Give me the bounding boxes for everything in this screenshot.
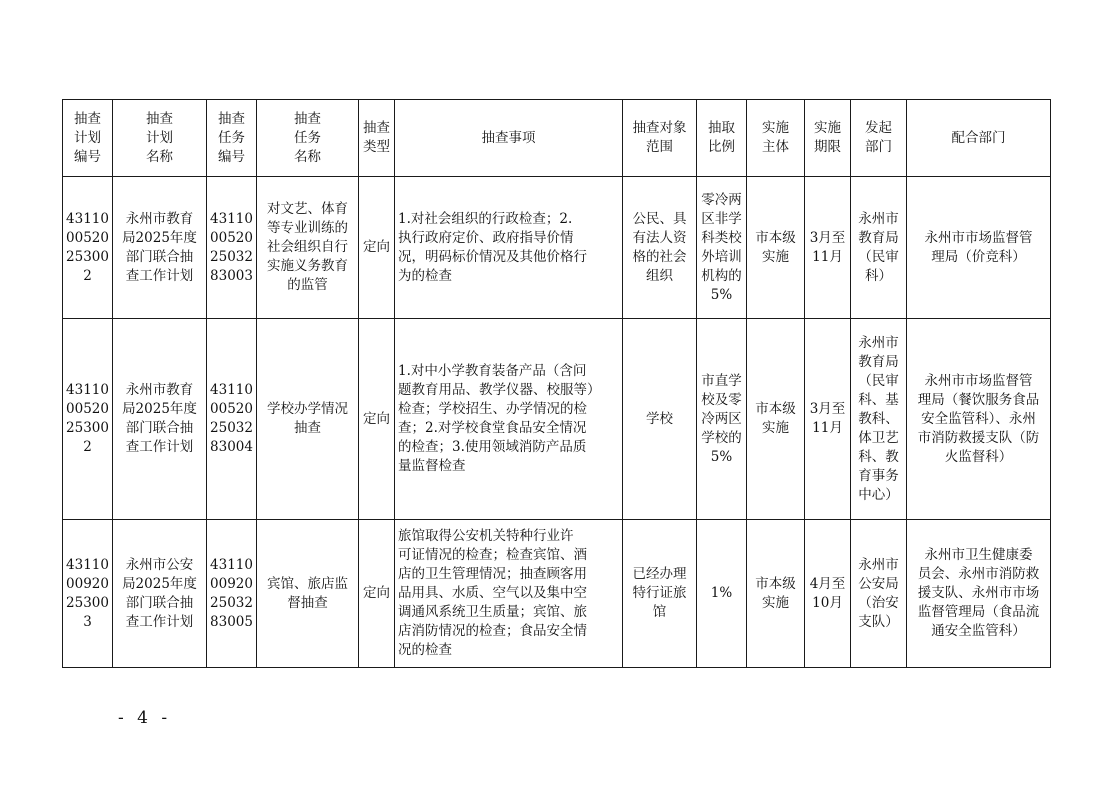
cell-line: 育事务: [858, 467, 899, 484]
cell-line: 2: [83, 439, 92, 455]
cell-line: 员会、永州市消防救: [917, 566, 1040, 582]
cell-line: 中心）: [858, 486, 899, 503]
cell-line: 配合部门: [951, 129, 1006, 146]
cell-partners: [907, 319, 1051, 520]
cell-line: 冷两区: [701, 410, 742, 427]
cell-line: 25032: [210, 248, 253, 265]
cell-line: 馆: [652, 604, 667, 620]
cell-line: 3月至: [809, 401, 846, 417]
cell-line: 发起: [865, 120, 892, 136]
cell-line: 任务: [218, 129, 245, 146]
header-scope: [623, 100, 697, 177]
cell-plan-name: [113, 319, 207, 520]
cell-items: [395, 520, 623, 668]
cell-period: [805, 520, 851, 668]
cell-line: 理局（餐饮服务食品: [917, 391, 1040, 408]
cell-line: 学校办学情况: [267, 401, 348, 417]
cell-line: 宾馆、旅店监: [267, 575, 348, 592]
cell-line: 况，明码标价情况及其他价格行: [398, 248, 587, 265]
cell-ratio: [697, 319, 747, 520]
cell-plan-no: [63, 520, 113, 668]
cell-line: 体卫艺: [858, 429, 899, 446]
header-ratio: [697, 100, 747, 177]
cell-line: 检查；学校招生、办学情况的检: [398, 401, 587, 417]
cell-line: 抽查事项: [481, 129, 536, 146]
cell-period: [805, 319, 851, 520]
cell-line: 科类校: [701, 229, 742, 246]
cell-period: [805, 177, 851, 319]
cell-line: 抽查对象: [632, 120, 687, 136]
cell-line: 43110: [66, 210, 109, 227]
table-row: [63, 177, 1051, 319]
cell-line: 计划: [146, 129, 173, 146]
cell-line: 组织: [646, 267, 673, 284]
cell-line: 市消防救援支队（防: [917, 429, 1040, 446]
cell-line: 5%: [710, 286, 733, 303]
cell-task-no: [207, 319, 257, 520]
cell-line: 43110: [66, 556, 109, 573]
header-plan-name: [113, 100, 207, 177]
table-row: [63, 319, 1051, 520]
cell-type: 定向: [359, 520, 395, 668]
cell-line: 抽查: [363, 120, 390, 136]
cell-ratio: [697, 520, 747, 668]
cell-partners: [907, 177, 1051, 319]
cell-line: 83003: [210, 267, 253, 284]
cell-partners: [907, 520, 1051, 668]
cell-line: 永州市教育: [125, 382, 194, 398]
cell-line: 支队）: [858, 613, 899, 630]
cell-line: 理局（价竞科）: [931, 248, 1026, 265]
cell-line: 外培训: [701, 248, 742, 265]
cell-line: 43110: [210, 382, 253, 398]
cell-task-no: [207, 177, 257, 319]
header-period: [805, 100, 851, 177]
header-partners: [907, 100, 1051, 177]
cell-line: 抽查: [74, 110, 101, 127]
cell-line: 任务: [294, 129, 321, 146]
cell-line: 调通风系统卫生质量；宾馆、旅: [398, 604, 587, 620]
cell-line: 1.对社会组织的行政检查；2.: [398, 210, 573, 227]
cell-line: 主体: [762, 139, 789, 155]
cell-type: 定向: [359, 177, 395, 319]
cell-plan-no: [63, 177, 113, 319]
cell-line: 查工作计划: [125, 613, 194, 630]
cell-line: 的检查；3.使用领域消防产品质: [398, 439, 587, 455]
cell-line: 教育局: [858, 353, 899, 370]
cell-task-no: [207, 520, 257, 668]
cell-line: 援支队、永州市市场: [917, 585, 1040, 601]
cell-line: 可证情况的检查；检查宾馆、酒: [398, 547, 587, 563]
page-number: - 4 -: [118, 708, 172, 728]
cell-items: [395, 319, 623, 520]
cell-line: 店的卫生管理情况；抽查顾客用: [398, 566, 587, 582]
cell-line: 执行政府定价、政府指导价情: [398, 229, 574, 246]
cell-executor: [747, 177, 805, 319]
cell-line: 查；2.对学校食堂食品安全情况: [398, 420, 587, 436]
cell-plan-no: [63, 319, 113, 520]
cell-scope: [623, 520, 697, 668]
cell-line: 25300: [66, 248, 109, 265]
cell-line: 类型: [363, 139, 390, 155]
header-task-name: [257, 100, 359, 177]
cell-line: 11月: [812, 420, 843, 436]
cell-line: 部门联合抽: [125, 420, 194, 436]
cell-line: 11月: [812, 248, 843, 265]
cell-initiator: [851, 177, 907, 319]
cell-line: 零冷两: [701, 191, 742, 208]
cell-line: 对文艺、体育: [267, 201, 348, 217]
cell-line: 市本级: [755, 401, 796, 417]
cell-line: 科）: [865, 267, 892, 284]
cell-line: （民审: [858, 248, 899, 265]
cell-line: 量监督检查: [398, 458, 466, 474]
header-items: [395, 100, 623, 177]
cell-line: 抽取: [708, 120, 735, 136]
cell-line: 00920: [66, 575, 109, 592]
cell-line: 抽查: [218, 110, 245, 127]
cell-initiator: [851, 520, 907, 668]
cell-line: 局2025年度: [122, 229, 197, 246]
cell-line: 题教育用品、教学仪器、校服等）: [398, 382, 601, 398]
cell-line: 校及零: [701, 391, 742, 408]
cell-line: 公安局: [858, 575, 899, 592]
cell-line: 3: [83, 613, 92, 630]
cell-line: 监督管理局（食品流: [917, 604, 1040, 620]
cell-line: 查工作计划: [125, 439, 194, 455]
cell-line: 局2025年度: [122, 575, 197, 592]
cell-line: 况的检查: [398, 642, 452, 658]
cell-line: 实施: [762, 248, 789, 265]
cell-line: 83004: [210, 439, 253, 455]
header-task-no: [207, 100, 257, 177]
cell-line: 43110: [66, 382, 109, 398]
cell-line: 4月至: [809, 575, 846, 592]
cell-task-name: [257, 177, 359, 319]
cell-line: 永州市公安: [125, 556, 194, 573]
cell-line: 区非学: [701, 210, 742, 227]
cell-line: 计划: [74, 129, 101, 146]
cell-line: 查工作计划: [125, 267, 194, 284]
cell-line: 安全监管科）、永州: [921, 410, 1036, 427]
cell-line: 永州市: [858, 334, 899, 351]
cell-line: 公民、具: [632, 210, 687, 227]
cell-line: 抽查: [294, 420, 321, 436]
cell-line: 范围: [646, 139, 673, 155]
cell-line: 名称: [294, 148, 321, 165]
cell-line: 抽查: [146, 110, 173, 127]
cell-line: 部门: [865, 139, 892, 155]
cell-scope: [623, 319, 697, 520]
cell-line: 编号: [74, 148, 101, 165]
cell-line: 00520: [66, 401, 109, 417]
cell-line: 教育局: [858, 229, 899, 246]
cell-line: 市直学: [701, 372, 742, 389]
cell-line: 社会组织自行: [267, 239, 348, 255]
cell-line: 2: [83, 267, 92, 284]
cell-line: 43110: [210, 556, 253, 573]
cell-line: 25300: [66, 594, 109, 611]
cell-line: 名称: [146, 148, 173, 165]
cell-line: 有法人资: [632, 229, 687, 246]
cell-executor: [747, 319, 805, 520]
cell-line: 25032: [210, 420, 253, 436]
cell-line: 25032: [210, 594, 253, 611]
cell-line: 实施: [762, 420, 789, 436]
cell-line: 实施: [762, 594, 789, 611]
cell-line: 通安全监管科）: [931, 623, 1026, 639]
cell-line: 机构的: [701, 267, 742, 284]
cell-line: 旅馆取得公安机关特种行业许: [398, 528, 574, 544]
cell-line: 教科、: [858, 410, 899, 427]
cell-line: 部门联合抽: [125, 594, 194, 611]
cell-line: 特行证旅: [632, 585, 687, 601]
cell-line: 督抽查: [287, 594, 328, 611]
cell-line: 比例: [708, 139, 735, 155]
cell-line: 00520: [210, 229, 253, 246]
cell-line: 永州市卫生健康委: [924, 547, 1033, 563]
header-plan-no: [63, 100, 113, 177]
cell-line: 部门联合抽: [125, 248, 194, 265]
cell-line: 实施: [814, 120, 841, 136]
cell-line: 43110: [210, 210, 253, 227]
cell-line: 为的检查: [398, 267, 452, 284]
cell-line: 1.对中小学教育装备产品（含问: [398, 363, 587, 379]
inspection-plan-table: [62, 99, 1051, 668]
cell-items: [395, 177, 623, 319]
cell-line: 店消防情况的检查；食品安全情: [398, 623, 587, 639]
header-executor: [747, 100, 805, 177]
cell-line: 品用具、水质、空气以及集中空: [398, 585, 587, 601]
cell-line: （治安: [858, 594, 899, 611]
cell-initiator: [851, 319, 907, 520]
cell-line: 等专业训练的: [267, 220, 348, 236]
cell-line: 永州市教育: [125, 210, 194, 227]
cell-line: 3月至: [809, 229, 846, 246]
cell-line: 科、基: [858, 391, 899, 408]
cell-line: 市本级: [755, 229, 796, 246]
table-row: [63, 520, 1051, 668]
cell-line: 火监督科）: [944, 448, 1013, 465]
cell-line: 10月: [812, 594, 843, 611]
cell-plan-name: [113, 177, 207, 319]
cell-line: 永州市: [858, 210, 899, 227]
cell-line: 83005: [210, 613, 253, 630]
cell-executor: [747, 520, 805, 668]
cell-line: 5%: [710, 448, 733, 465]
cell-line: （民审: [858, 372, 899, 389]
cell-line: 00520: [210, 401, 253, 417]
cell-line: 实施: [762, 120, 789, 136]
cell-task-name: [257, 520, 359, 668]
cell-line: 25300: [66, 420, 109, 436]
cell-line: 期限: [814, 139, 841, 155]
header-initiator: [851, 100, 907, 177]
cell-type: 定向: [359, 319, 395, 520]
cell-line: 的监管: [287, 277, 328, 293]
header-row: [63, 100, 1051, 177]
cell-line: 格的社会: [632, 248, 687, 265]
cell-plan-name: [113, 520, 207, 668]
cell-line: 市本级: [755, 575, 796, 592]
cell-line: 实施义务教育: [267, 258, 348, 274]
cell-line: 永州市: [858, 556, 899, 573]
cell-line: 永州市市场监督管: [924, 372, 1033, 389]
header-type: [359, 100, 395, 177]
cell-line: 已经办理: [632, 566, 687, 582]
cell-line: 00520: [66, 229, 109, 246]
cell-scope: [623, 177, 697, 319]
cell-line: 抽查: [294, 110, 321, 127]
cell-line: 局2025年度: [122, 401, 197, 417]
cell-line: 永州市市场监督管: [924, 229, 1033, 246]
cell-line: 1%: [710, 585, 733, 601]
cell-line: 学校的: [701, 429, 742, 446]
cell-line: 科、教: [858, 448, 899, 465]
cell-ratio: [697, 177, 747, 319]
cell-task-name: [257, 319, 359, 520]
cell-line: 00920: [210, 575, 253, 592]
cell-line: 编号: [218, 148, 245, 165]
cell-line: 学校: [646, 410, 673, 427]
